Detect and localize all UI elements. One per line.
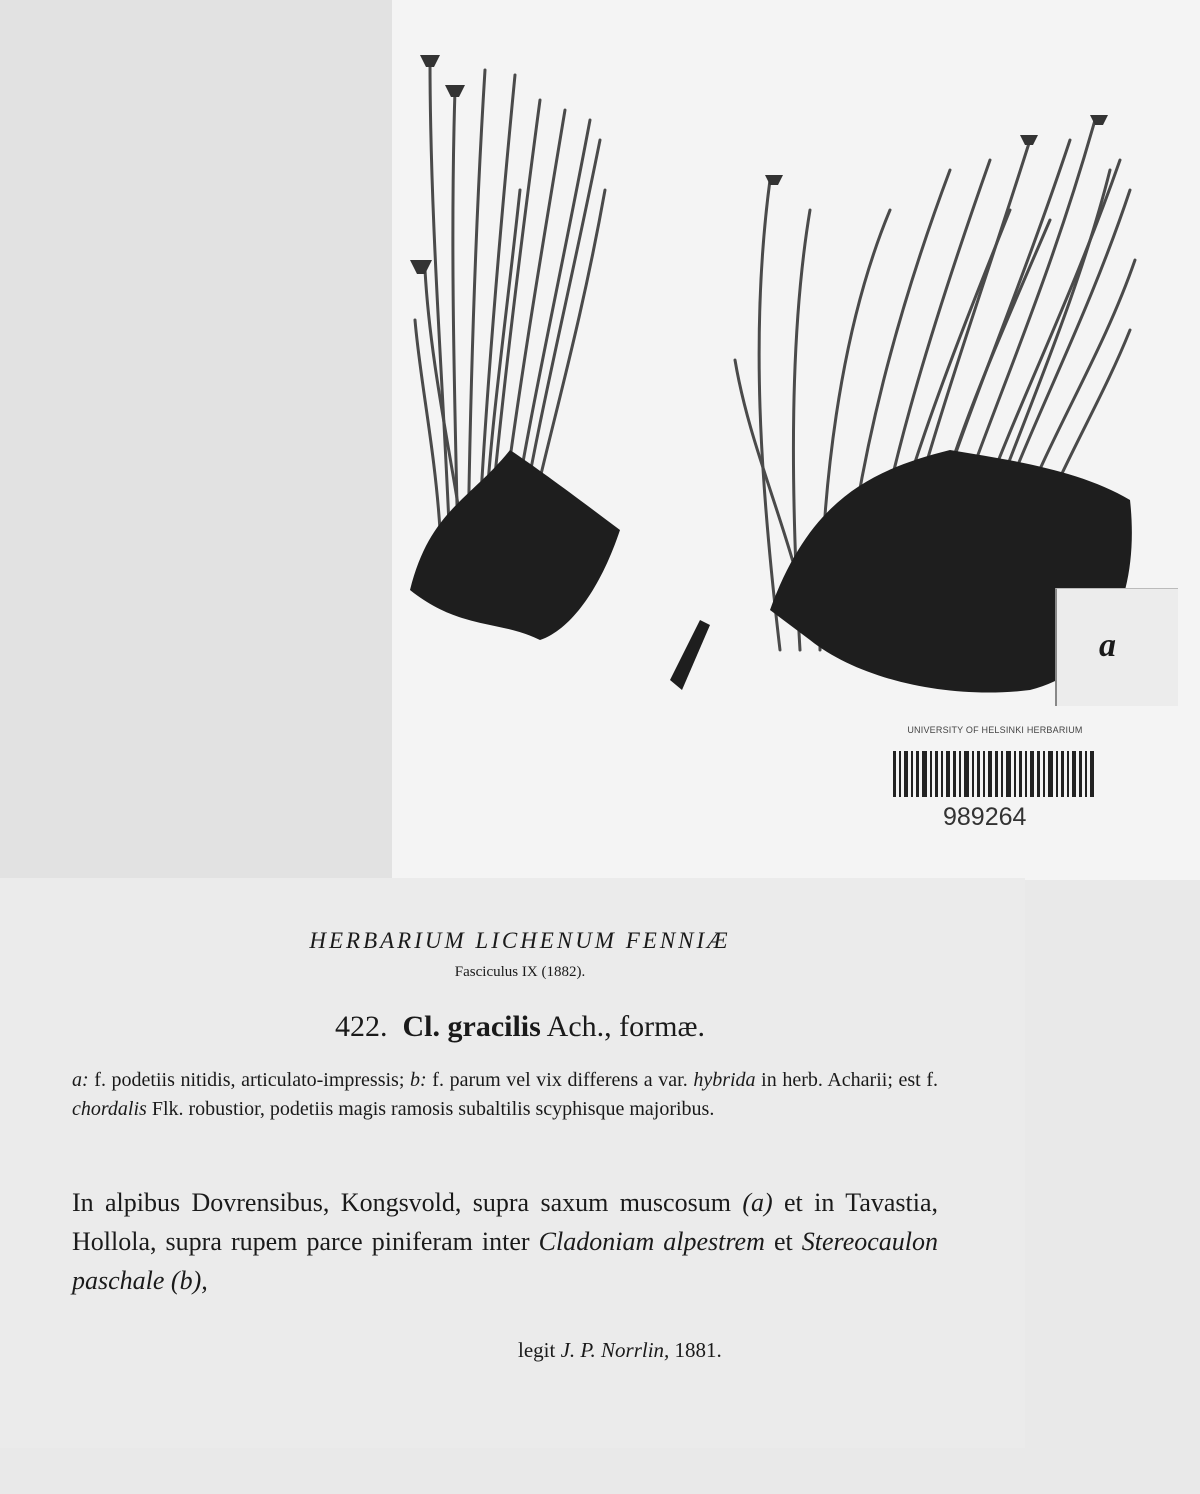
desc-b-form: chordalis [72,1098,147,1120]
barcode-bars [885,747,1105,803]
legit-prefix: legit [518,1338,556,1362]
desc-a-text: f. podetiis nitidis, articulato-impressis; [94,1069,405,1091]
series-title: HERBARIUM LICHENUM FENNIÆ [309,928,731,953]
exsiccata-number: 422. [335,1010,388,1043]
printed-label [0,878,1025,1448]
specimen-letter-tag [1055,588,1178,706]
locality-part2: et in Tavastia, Hollola, supra rupem parce piniferam inter [72,1188,939,1256]
marker-a: a: [72,1069,89,1091]
locality-taxon2: Stereocaulon paschale (b), [72,1227,939,1295]
barcode-number: 989264 [943,803,1027,831]
desc-b-end: Flk. robustior, podetiis magis ramosis subaltilis scyphisque majoribus. [151,1098,715,1120]
species-heading [0,1010,1040,1044]
left-background-panel [0,0,392,880]
barcode-institution: UNIVERSITY OF HELSINKI HERBARIUM [907,725,1083,735]
barcode-label [885,725,1105,835]
desc-b-tail: in herb. Acharii; est f. [761,1069,938,1091]
form-description [72,1066,938,1124]
collection-year: 1881. [674,1338,722,1362]
lichen-specimen-image [390,30,1150,720]
taxon-name: Cl. gracilis [402,1010,541,1043]
locality-and: et [773,1227,793,1256]
locality-marker-a: (a) [742,1188,773,1217]
plate-letter: a [1099,627,1116,664]
marker-b: b: [410,1069,427,1091]
locality-taxon1: Cladoniam alpestrem [538,1227,765,1256]
locality-part1: In alpibus Dovrensibus, Kongsvold, supra saxum muscosum [72,1188,731,1217]
locality-text [72,1183,938,1300]
desc-b-taxon: hybrida [693,1069,756,1091]
fascicle-line: Fasciculus IX (1882). [454,964,586,980]
taxon-author: Ach., formæ. [546,1010,705,1043]
collector-line [518,1338,722,1363]
collector-name: J. P. Norrlin, [560,1338,670,1362]
desc-b-text: f. parum vel vix differens a var. [432,1069,688,1091]
